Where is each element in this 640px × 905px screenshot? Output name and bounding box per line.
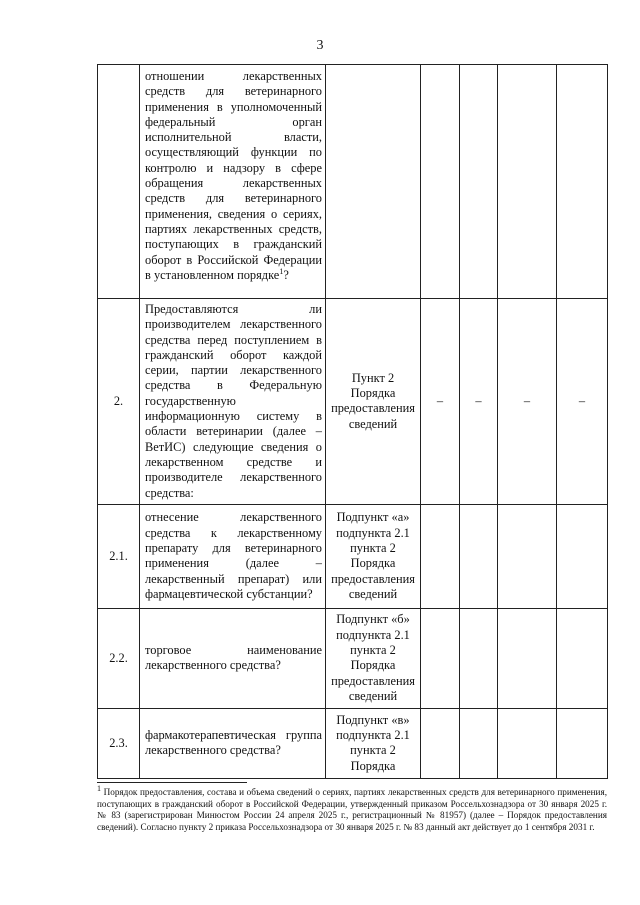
page-number: 3 bbox=[316, 38, 324, 53]
question-mark: ? bbox=[283, 267, 289, 282]
answer-cell bbox=[557, 608, 608, 708]
row-number: 2.2. bbox=[98, 608, 140, 708]
row-number: 2.3. bbox=[98, 708, 140, 778]
table-row bbox=[98, 504, 608, 608]
answer-cell bbox=[557, 708, 608, 778]
question-cell: отнесение лекарственного средства к лекарственному препарату для ветеринарного применения (далее – лекарственный препарат) или фармацевтической субстанции? bbox=[140, 504, 326, 608]
question-cell: торговое наименование лекарственного средства? bbox=[140, 608, 326, 708]
table-row bbox=[98, 608, 608, 708]
answer-cell bbox=[460, 65, 498, 299]
reference-cell bbox=[326, 65, 421, 299]
answer-cell: – bbox=[557, 299, 608, 505]
table-row bbox=[98, 65, 608, 299]
answer-cell bbox=[421, 608, 460, 708]
row-number: 2.1. bbox=[98, 504, 140, 608]
answer-cell bbox=[421, 65, 460, 299]
answer-cell bbox=[460, 608, 498, 708]
table-row bbox=[98, 299, 608, 505]
answer-cell bbox=[460, 708, 498, 778]
footnote-mark: 1 bbox=[97, 783, 101, 793]
question-cell: Предоставляются ли производителем лекарственного средства перед поступлением в гражданский оборот каждой серии, партии лекарственного средства в Федеральную государственную информационную систему в области ветеринарии (далее – ВетИС) следующие сведения о лекарственном средстве и производителе лекарственного средства: bbox=[140, 299, 326, 505]
footnote bbox=[97, 783, 607, 833]
question-cell: фармакотерапевтическая группа лекарственного средства? bbox=[140, 708, 326, 778]
footnote-divider bbox=[97, 782, 247, 783]
answer-cell bbox=[421, 504, 460, 608]
reference-cell: Подпункт «б» подпункта 2.1 пункта 2 Порядка предоставления сведений bbox=[326, 608, 421, 708]
answer-cell bbox=[498, 708, 557, 778]
table-row bbox=[98, 708, 608, 778]
answer-cell bbox=[498, 504, 557, 608]
answer-cell: – bbox=[460, 299, 498, 505]
footnote-reference: 1 bbox=[279, 266, 284, 276]
answer-cell: – bbox=[421, 299, 460, 505]
row-number: 2. bbox=[98, 299, 140, 505]
question-cell bbox=[140, 65, 326, 299]
checklist-table bbox=[97, 64, 608, 779]
answer-cell bbox=[557, 504, 608, 608]
answer-cell: – bbox=[498, 299, 557, 505]
answer-cell bbox=[498, 608, 557, 708]
reference-cell: Подпункт «а» подпункта 2.1 пункта 2 Порядка предоставления сведений bbox=[326, 504, 421, 608]
answer-cell bbox=[460, 504, 498, 608]
footnote-text: Порядок предоставления, состава и объема сведений о сериях, партиях лекарственных средств для ветеринарного применения, поступающих в гражданский оборот в Российской Федерации, утвержденный приказом Россельхознадзора от 30 января 2025 г. № 83 (зарегистрирован Минюстом России 24 апреля 2025 г., регистрационный № 81957) (далее – Порядок предоставления сведений). Согласно пункту 2 приказа Россельхознадзора от 30 января 2025 г. № 83 данный акт действует до 1 сентября 2031 г. bbox=[97, 787, 607, 832]
reference-cell: Пункт 2 Порядка предоставления сведений bbox=[326, 299, 421, 505]
reference-cell: Подпункт «в» подпункта 2.1 пункта 2 Порядка bbox=[326, 708, 421, 778]
row-number bbox=[98, 65, 140, 299]
question-text: отношении лекарственных средств для ветеринарного применения в уполномоченный федеральный орган исполнительной власти, осуществляющий функции по контролю и надзору в сфере обращения лекарственных средств для ветеринарного применения, сведения о сериях, партиях лекарственных средств, поступающих в гражданский оборот в Российской Федерации в установленном порядке bbox=[145, 69, 322, 282]
answer-cell bbox=[498, 65, 557, 299]
answer-cell bbox=[421, 708, 460, 778]
answer-cell bbox=[557, 65, 608, 299]
